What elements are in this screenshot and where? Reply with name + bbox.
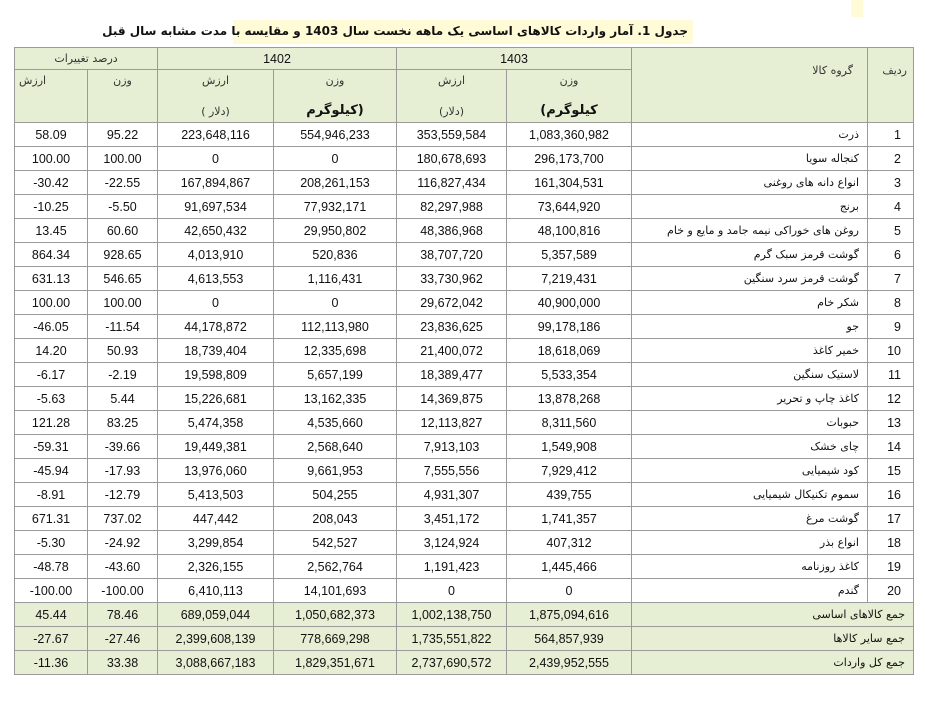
row-number-cell: 16 xyxy=(868,483,914,507)
change-weight-cell: 83.25 xyxy=(88,411,158,435)
change-value-cell: 100.00 xyxy=(15,291,88,315)
commodity-name-cell: جو xyxy=(632,315,868,339)
value-1402-cell: 42,650,432 xyxy=(158,219,274,243)
value-1403-cell: 116,827,434 xyxy=(397,171,507,195)
change-value-cell: -46.05 xyxy=(15,315,88,339)
row-number-cell: 15 xyxy=(868,459,914,483)
change-weight-cell: 928.65 xyxy=(88,243,158,267)
weight-1402-cell: 0 xyxy=(274,147,397,171)
table-row xyxy=(15,435,914,459)
commodity-name-cell: گوشت قرمز سبک گرم xyxy=(632,243,868,267)
value-1403-cell: 23,836,625 xyxy=(397,315,507,339)
change-value-cell: 631.13 xyxy=(15,267,88,291)
weight-1403-cell: 1,445,466 xyxy=(507,555,632,579)
change-value-cell: 100.00 xyxy=(15,147,88,171)
value-1403-cell: 48,386,968 xyxy=(397,219,507,243)
total-value-1403-cell: 1,002,138,750 xyxy=(397,603,507,627)
value-1403-cell: 18,389,477 xyxy=(397,363,507,387)
weight-1402-cell: 2,562,764 xyxy=(274,555,397,579)
weight-1403-cell: 48,100,816 xyxy=(507,219,632,243)
weight-1403-cell: 18,618,069 xyxy=(507,339,632,363)
value-1402-header: ارزش ( دلار) xyxy=(158,70,274,123)
weight-1402-cell: 520,836 xyxy=(274,243,397,267)
commodity-name-cell: لاستیک سنگین xyxy=(632,363,868,387)
table-row xyxy=(15,267,914,291)
value-1402-cell: 0 xyxy=(158,147,274,171)
header-row-years xyxy=(15,48,914,70)
change-value-cell: -10.25 xyxy=(15,195,88,219)
value-1402-cell: 167,894,867 xyxy=(158,171,274,195)
total-weight-1403-cell: 564,857,939 xyxy=(507,627,632,651)
row-number-cell: 20 xyxy=(868,579,914,603)
commodity-name-cell: ذرت xyxy=(632,123,868,147)
commodity-name-cell: گوشت قرمز سرد سنگین xyxy=(632,267,868,291)
value-1403-cell: 3,124,924 xyxy=(397,531,507,555)
row-number-cell: 8 xyxy=(868,291,914,315)
change-value-cell: -30.42 xyxy=(15,171,88,195)
weight-1403-header: وزن (کیلوگرم xyxy=(507,70,632,123)
value-1403-cell: 21,400,072 xyxy=(397,339,507,363)
change-weight-header: وزن xyxy=(88,70,158,123)
commodity-name-cell: خمیر کاغذ xyxy=(632,339,868,363)
change-weight-cell: 100.00 xyxy=(88,147,158,171)
total-change-value-cell: -27.67 xyxy=(15,627,88,651)
value-1403-cell: 7,555,556 xyxy=(397,459,507,483)
value-1402-cell: 6,410,113 xyxy=(158,579,274,603)
total-change-weight-cell: 33.38 xyxy=(88,651,158,675)
change-weight-cell: 546.65 xyxy=(88,267,158,291)
weight-1402-cell: 77,932,171 xyxy=(274,195,397,219)
change-value-cell: 121.28 xyxy=(15,411,88,435)
weight-1402-cell: 13,162,335 xyxy=(274,387,397,411)
value-1403-cell: 33,730,962 xyxy=(397,267,507,291)
change-weight-cell: -11.54 xyxy=(88,315,158,339)
value-1403-cell: 7,913,103 xyxy=(397,435,507,459)
table-row xyxy=(15,411,914,435)
table-row xyxy=(15,315,914,339)
weight-1402-cell: 2,568,640 xyxy=(274,435,397,459)
commodity-name-cell: کنجاله سویا xyxy=(632,147,868,171)
value-1402-cell: 5,474,358 xyxy=(158,411,274,435)
value-1402-cell: 13,976,060 xyxy=(158,459,274,483)
value-1403-cell: 4,931,307 xyxy=(397,483,507,507)
change-weight-cell: -24.92 xyxy=(88,531,158,555)
commodity-name-cell: گوشت مرغ xyxy=(632,507,868,531)
commodity-name-cell: کاغذ چاپ و تحریر xyxy=(632,387,868,411)
weight-1403-cell: 296,173,700 xyxy=(507,147,632,171)
weight-1402-cell: 9,661,953 xyxy=(274,459,397,483)
weight-1402-cell: 504,255 xyxy=(274,483,397,507)
change-weight-cell: -43.60 xyxy=(88,555,158,579)
weight-1402-cell: 112,113,980 xyxy=(274,315,397,339)
weight-1403-cell: 1,741,357 xyxy=(507,507,632,531)
value-1403-cell: 29,672,042 xyxy=(397,291,507,315)
table-row xyxy=(15,291,914,315)
weight-1403-cell: 161,304,531 xyxy=(507,171,632,195)
change-percent-header: درصد تغییرات xyxy=(15,48,158,70)
total-row xyxy=(15,651,914,675)
total-change-value-cell: -11.36 xyxy=(15,651,88,675)
table-row xyxy=(15,195,914,219)
weight-1402-cell: 0 xyxy=(274,291,397,315)
value-1402-cell: 15,226,681 xyxy=(158,387,274,411)
weight-1402-cell: 14,101,693 xyxy=(274,579,397,603)
commodity-name-cell: برنج xyxy=(632,195,868,219)
commodity-name-cell: انواع دانه های روغنی xyxy=(632,171,868,195)
weight-1403-cell: 0 xyxy=(507,579,632,603)
total-weight-1403-cell: 2,439,952,555 xyxy=(507,651,632,675)
table-row xyxy=(15,339,914,363)
value-1403-cell: 1,191,423 xyxy=(397,555,507,579)
row-number-cell: 6 xyxy=(868,243,914,267)
total-change-weight-cell: 78.46 xyxy=(88,603,158,627)
total-change-value-cell: 45.44 xyxy=(15,603,88,627)
value-1403-cell: 82,297,988 xyxy=(397,195,507,219)
total-label-cell: جمع سایر کالاها xyxy=(632,627,914,651)
weight-1402-cell: 542,527 xyxy=(274,531,397,555)
commodity-name-cell: شکر خام xyxy=(632,291,868,315)
table-row xyxy=(15,531,914,555)
value-1402-cell: 223,648,116 xyxy=(158,123,274,147)
imports-table xyxy=(14,47,914,675)
change-weight-cell: 60.60 xyxy=(88,219,158,243)
year-1402-header: 1402 xyxy=(158,48,397,70)
value-1402-cell: 44,178,872 xyxy=(158,315,274,339)
weight-1402-cell: 1,116,431 xyxy=(274,267,397,291)
table-row xyxy=(15,555,914,579)
row-number-cell: 3 xyxy=(868,171,914,195)
commodity-name-cell: روغن های خوراکی نیمه جامد و مایع و خام xyxy=(632,219,868,243)
weight-1403-cell: 7,929,412 xyxy=(507,459,632,483)
total-value-1402-cell: 689,059,044 xyxy=(158,603,274,627)
table-row xyxy=(15,459,914,483)
value-1402-cell: 4,613,553 xyxy=(158,267,274,291)
weight-1402-cell: 12,335,698 xyxy=(274,339,397,363)
value-1402-cell: 5,413,503 xyxy=(158,483,274,507)
change-value-cell: 13.45 xyxy=(15,219,88,243)
change-weight-cell: -39.66 xyxy=(88,435,158,459)
weight-1403-cell: 5,357,589 xyxy=(507,243,632,267)
table-row xyxy=(15,171,914,195)
weight-1403-cell: 13,878,268 xyxy=(507,387,632,411)
change-weight-cell: -2.19 xyxy=(88,363,158,387)
row-number-cell: 17 xyxy=(868,507,914,531)
weight-1402-cell: 208,043 xyxy=(274,507,397,531)
change-weight-cell: 95.22 xyxy=(88,123,158,147)
group-header: گروه کالا xyxy=(632,48,868,123)
total-change-weight-cell: -27.46 xyxy=(88,627,158,651)
table-row xyxy=(15,219,914,243)
commodity-name-cell: سموم تکنیکال شیمیایی xyxy=(632,483,868,507)
total-value-1403-cell: 2,737,690,572 xyxy=(397,651,507,675)
change-value-cell: -6.17 xyxy=(15,363,88,387)
table-title: جدول 1. آمار واردات کالاهای اساسی یک ماهه نخست سال 1403 و مقایسه با مدت مشابه سال قبل xyxy=(102,24,688,38)
total-row xyxy=(15,603,914,627)
commodity-name-cell: انواع بذر xyxy=(632,531,868,555)
change-weight-cell: -5.50 xyxy=(88,195,158,219)
row-number-cell: 11 xyxy=(868,363,914,387)
change-weight-cell: -22.55 xyxy=(88,171,158,195)
change-weight-cell: 5.44 xyxy=(88,387,158,411)
total-weight-1402-cell: 1,829,351,671 xyxy=(274,651,397,675)
row-number-cell: 4 xyxy=(868,195,914,219)
commodity-name-cell: حبوبات xyxy=(632,411,868,435)
row-number-cell: 19 xyxy=(868,555,914,579)
change-weight-cell: 50.93 xyxy=(88,339,158,363)
change-weight-cell: 737.02 xyxy=(88,507,158,531)
table-row xyxy=(15,579,914,603)
row-number-cell: 1 xyxy=(868,123,914,147)
value-1403-header: ارزش (دلار) xyxy=(397,70,507,123)
change-weight-cell: -12.79 xyxy=(88,483,158,507)
change-weight-cell: -17.93 xyxy=(88,459,158,483)
change-weight-cell: 100.00 xyxy=(88,291,158,315)
total-label-cell: جمع کالاهای اساسی xyxy=(632,603,914,627)
total-weight-1402-cell: 1,050,682,373 xyxy=(274,603,397,627)
row-number-cell: 12 xyxy=(868,387,914,411)
change-value-cell: 14.20 xyxy=(15,339,88,363)
change-value-cell: -5.30 xyxy=(15,531,88,555)
row-number-cell: 9 xyxy=(868,315,914,339)
change-value-cell: -5.63 xyxy=(15,387,88,411)
value-1403-cell: 0 xyxy=(397,579,507,603)
weight-1403-cell: 8,311,560 xyxy=(507,411,632,435)
weight-1403-cell: 40,900,000 xyxy=(507,291,632,315)
weight-1403-cell: 1,083,360,982 xyxy=(507,123,632,147)
commodity-name-cell: گندم xyxy=(632,579,868,603)
corner-highlight xyxy=(851,0,863,17)
weight-1403-cell: 5,533,354 xyxy=(507,363,632,387)
weight-1403-cell: 7,219,431 xyxy=(507,267,632,291)
row-number-header: ردیف xyxy=(868,48,914,123)
value-1402-cell: 18,739,404 xyxy=(158,339,274,363)
weight-1402-cell: 4,535,660 xyxy=(274,411,397,435)
change-value-cell: -8.91 xyxy=(15,483,88,507)
change-value-cell: 864.34 xyxy=(15,243,88,267)
commodity-name-cell: کود شیمیایی xyxy=(632,459,868,483)
weight-1403-cell: 439,755 xyxy=(507,483,632,507)
total-value-1402-cell: 2,399,608,139 xyxy=(158,627,274,651)
change-value-cell: 671.31 xyxy=(15,507,88,531)
value-1403-cell: 38,707,720 xyxy=(397,243,507,267)
row-number-cell: 18 xyxy=(868,531,914,555)
row-number-cell: 5 xyxy=(868,219,914,243)
value-1403-cell: 12,113,827 xyxy=(397,411,507,435)
value-1403-cell: 3,451,172 xyxy=(397,507,507,531)
row-number-cell: 2 xyxy=(868,147,914,171)
change-value-cell: -45.94 xyxy=(15,459,88,483)
weight-1403-cell: 99,178,186 xyxy=(507,315,632,339)
year-1403-header: 1403 xyxy=(397,48,632,70)
change-value-cell: -59.31 xyxy=(15,435,88,459)
value-1402-cell: 19,449,381 xyxy=(158,435,274,459)
row-number-cell: 10 xyxy=(868,339,914,363)
value-1402-cell: 3,299,854 xyxy=(158,531,274,555)
commodity-name-cell: کاغذ روزنامه xyxy=(632,555,868,579)
change-weight-cell: -100.00 xyxy=(88,579,158,603)
value-1403-cell: 180,678,693 xyxy=(397,147,507,171)
weight-1403-cell: 1,549,908 xyxy=(507,435,632,459)
change-value-cell: 58.09 xyxy=(15,123,88,147)
weight-1403-cell: 407,312 xyxy=(507,531,632,555)
change-value-cell: -48.78 xyxy=(15,555,88,579)
value-1402-cell: 0 xyxy=(158,291,274,315)
change-value-header: ارزش xyxy=(15,70,88,123)
table-row xyxy=(15,147,914,171)
table-totals xyxy=(15,603,914,675)
total-value-1403-cell: 1,735,551,822 xyxy=(397,627,507,651)
table-body xyxy=(15,123,914,603)
weight-1402-cell: 5,657,199 xyxy=(274,363,397,387)
value-1402-cell: 447,442 xyxy=(158,507,274,531)
value-1402-cell: 2,326,155 xyxy=(158,555,274,579)
change-value-cell: -100.00 xyxy=(15,579,88,603)
row-number-cell: 7 xyxy=(868,267,914,291)
weight-1402-header: وزن کیلوگرم) xyxy=(274,70,397,123)
total-row xyxy=(15,627,914,651)
total-weight-1402-cell: 778,669,298 xyxy=(274,627,397,651)
total-label-cell: جمع کل واردات xyxy=(632,651,914,675)
value-1402-cell: 4,013,910 xyxy=(158,243,274,267)
row-number-cell: 13 xyxy=(868,411,914,435)
row-number-cell: 14 xyxy=(868,435,914,459)
total-weight-1403-cell: 1,875,094,616 xyxy=(507,603,632,627)
weight-1402-cell: 29,950,802 xyxy=(274,219,397,243)
total-value-1402-cell: 3,088,667,183 xyxy=(158,651,274,675)
weight-1402-cell: 554,946,233 xyxy=(274,123,397,147)
value-1402-cell: 91,697,534 xyxy=(158,195,274,219)
table-row xyxy=(15,363,914,387)
weight-1403-cell: 73,644,920 xyxy=(507,195,632,219)
value-1402-cell: 19,598,809 xyxy=(158,363,274,387)
table-row xyxy=(15,507,914,531)
commodity-name-cell: چای خشک xyxy=(632,435,868,459)
table-row xyxy=(15,123,914,147)
weight-1402-cell: 208,261,153 xyxy=(274,171,397,195)
value-1403-cell: 14,369,875 xyxy=(397,387,507,411)
value-1403-cell: 353,559,584 xyxy=(397,123,507,147)
table-row xyxy=(15,387,914,411)
table-row xyxy=(15,483,914,507)
table-row xyxy=(15,243,914,267)
